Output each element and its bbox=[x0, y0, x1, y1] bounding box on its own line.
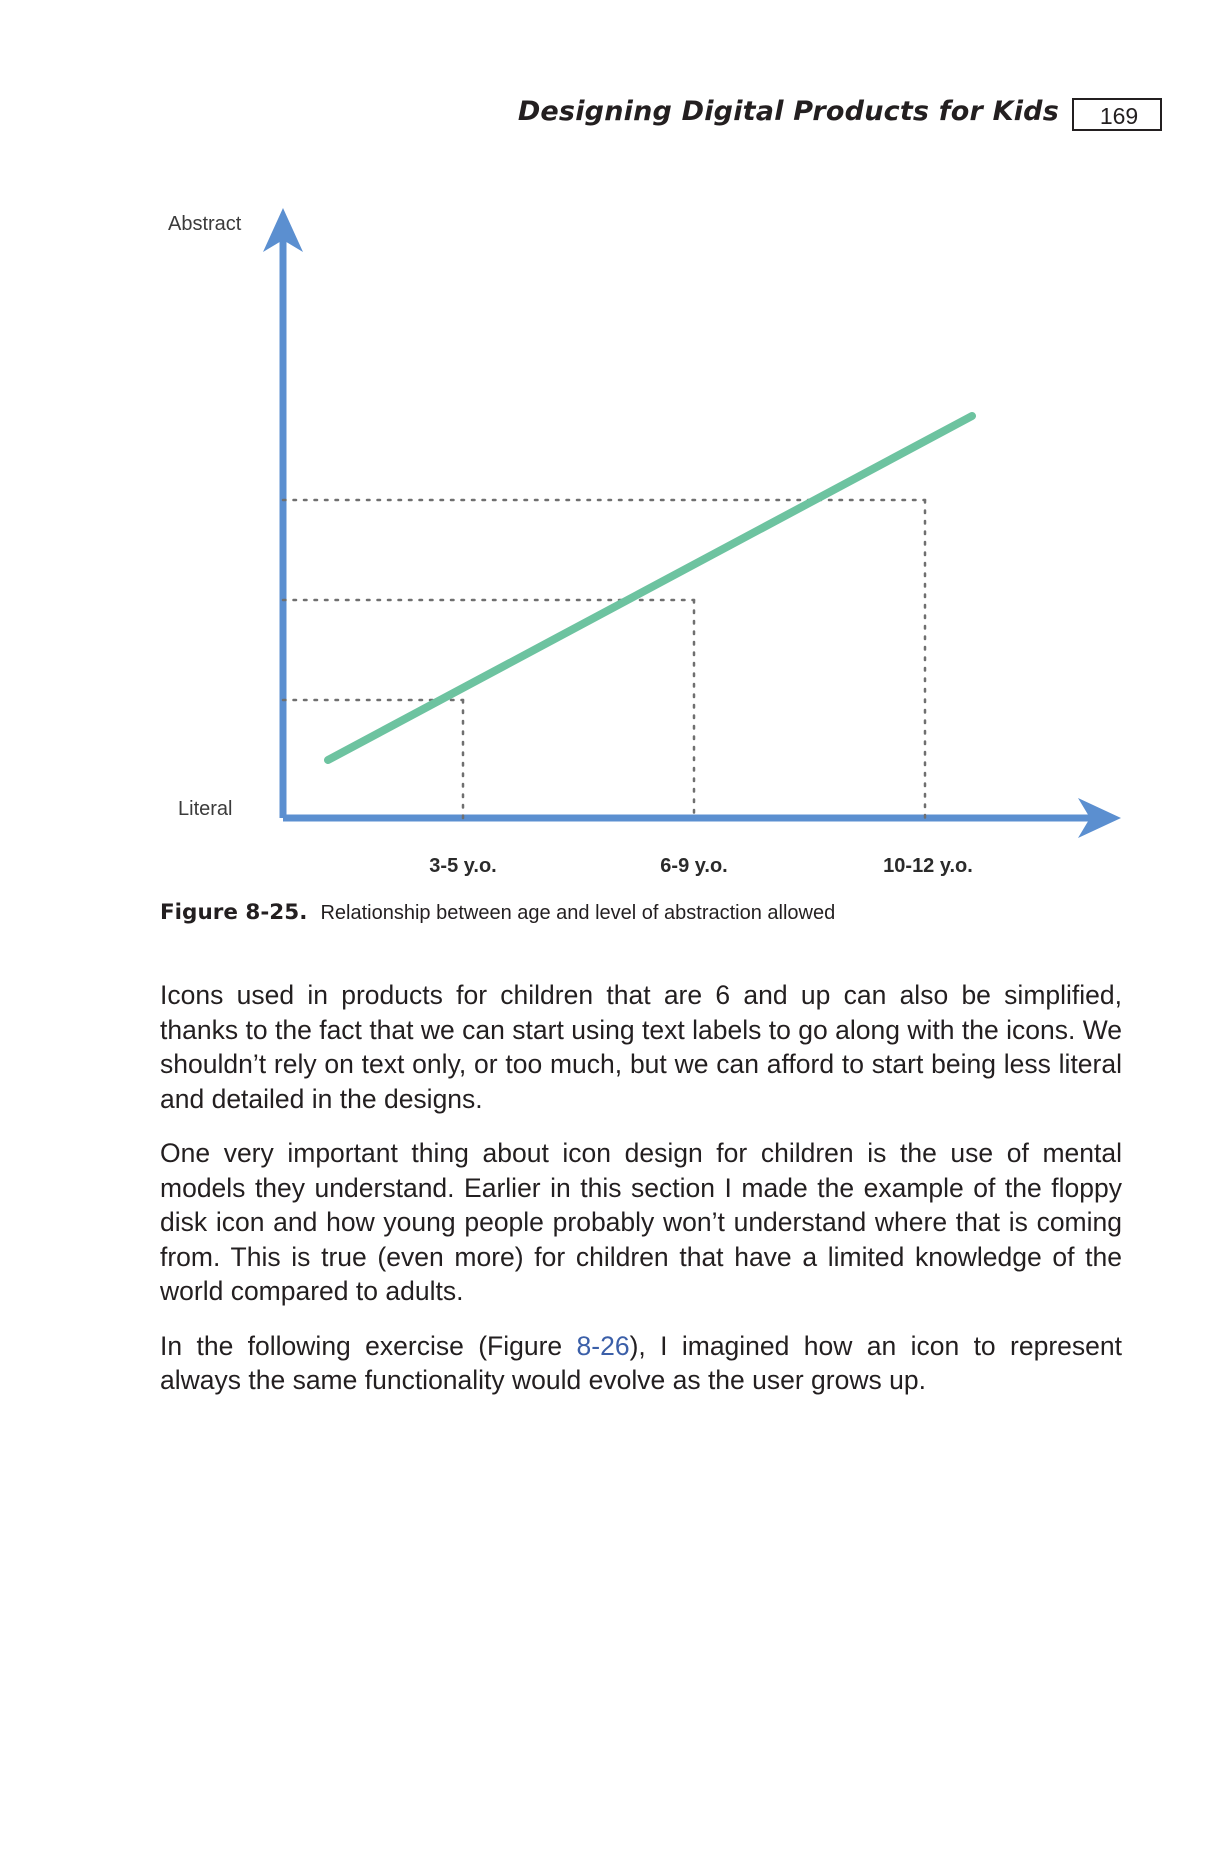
figure-caption bbox=[160, 899, 1090, 927]
figure-caption-label: Figure 8-25. bbox=[160, 900, 308, 925]
body-copy bbox=[160, 978, 1122, 1398]
figure-8-26-link[interactable]: 8-26 bbox=[576, 1330, 630, 1361]
trend-line-series bbox=[328, 416, 972, 760]
paragraph-3 bbox=[160, 1329, 1122, 1398]
x-tick-label-6-9: 6-9 y.o. bbox=[660, 855, 728, 877]
figure-8-25 bbox=[0, 190, 1221, 890]
running-head-title: Designing Digital Products for Kids bbox=[517, 96, 1059, 127]
paragraph-3-before-link: In the following exercise (Figure bbox=[160, 1330, 577, 1361]
page-number: 169 bbox=[1099, 103, 1139, 129]
paragraph-1: Icons used in products for children that are 6 and up can also be simplified, thanks to the fact that we can start using text labels to go along with the icons. We shouldn’t rely on text only, or too much, but we can afford to start being less literal and detailed in the designs. bbox=[160, 980, 1122, 1114]
page-number-box bbox=[1072, 98, 1162, 131]
paragraph-3-after-link: ), I imagined how an icon to represent always the same functionality would evolve as the user grows up. bbox=[160, 1330, 1122, 1395]
figure-caption-text: Relationship between age and level of abstraction allowed bbox=[320, 902, 836, 924]
y-axis-top-label: Abstract bbox=[168, 213, 242, 235]
x-tick-label-3-5: 3-5 y.o. bbox=[429, 855, 497, 877]
running-head bbox=[0, 96, 1221, 140]
x-tick-label-10-12: 10-12 y.o. bbox=[883, 855, 973, 877]
paragraph-2: One very important thing about icon design for children is the use of mental models they understand. Earlier in this section I made the example of the floppy disk icon and how young people probably won’t understand where that is coming from. This is true (even more) for children that have a limited knowledge of the world compared to adults. bbox=[160, 1138, 1122, 1306]
y-axis-bottom-label: Literal bbox=[178, 798, 233, 820]
abstraction-vs-age-chart bbox=[0, 190, 1221, 890]
